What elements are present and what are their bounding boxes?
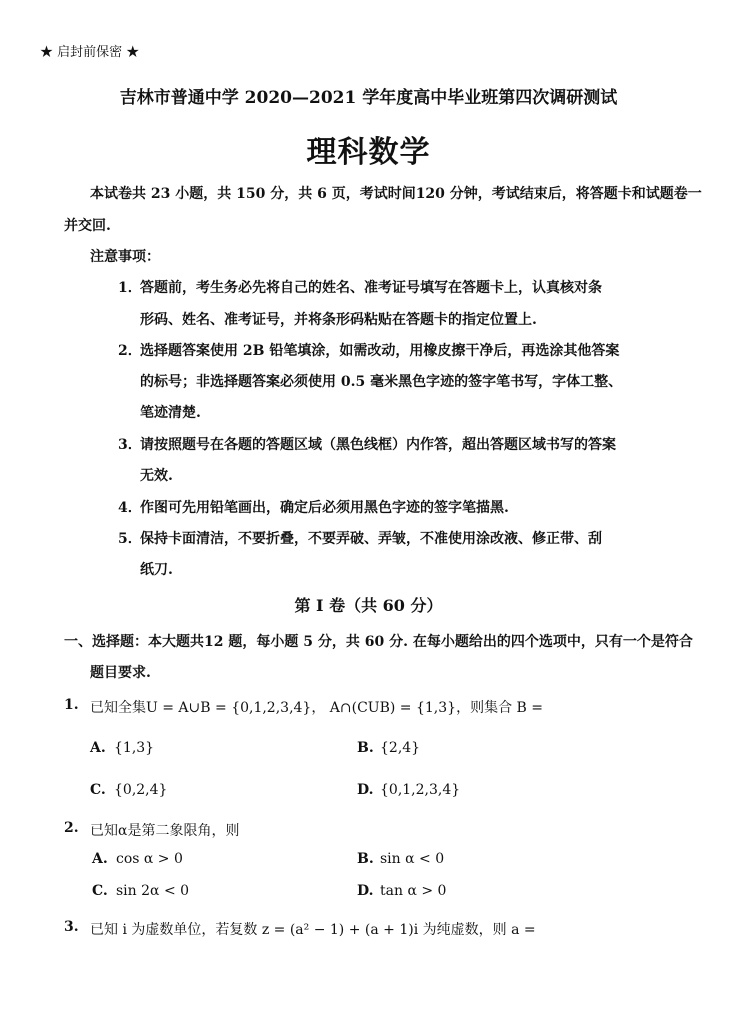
note-1-number: 1． — [118, 280, 142, 296]
intro-line-1: 本试卷共 23 小题，共 150 分，共 6 页，考试时间120 分钟，考试结束后，将答题卡和试题卷一 — [90, 186, 702, 202]
note-1-line-2: 形码、姓名、准考证号，并将条形码粘贴在答题卡的指定位置上. — [140, 312, 537, 328]
q2-option-b-text: sin α < 0 — [380, 851, 445, 867]
note-4-line-1: 作图可先用铅笔画出，确定后必须用黑色字迹的签字笔描黑. — [140, 500, 509, 516]
note-5-line-1: 保持卡面清洁，不要折叠，不要弄破、弄皱，不准使用涂改液、修正带、刮 — [140, 531, 602, 547]
q2-option-d-text: tan α > 0 — [380, 883, 447, 899]
note-5-number: 5． — [118, 531, 142, 547]
q1-option-d-text: {0,1,2,3,4} — [380, 782, 461, 798]
q1-option-b-label: B. — [357, 740, 374, 756]
question-2-stem: 已知α是第二象限角，则 — [90, 823, 240, 839]
q2-option-d-label: D. — [357, 883, 374, 899]
note-2-number: 2． — [118, 343, 142, 359]
note-3-line-2: 无效. — [140, 468, 173, 484]
q1-option-c-label: C. — [90, 782, 106, 798]
q1-option-d-label: D. — [357, 782, 374, 798]
note-2-line-1: 选择题答案使用 2B 铅笔填涂，如需改动，用橡皮擦干净后，再选涂其他答案 — [140, 343, 620, 359]
q2-option-b-label: B. — [357, 851, 374, 867]
question-2-number: 2. — [64, 820, 79, 836]
section-title: 第 I 卷（共 60 分） — [294, 596, 443, 615]
note-3-number: 3． — [118, 437, 142, 453]
note-4-number: 4． — [118, 500, 142, 516]
q1-option-b-text: {2,4} — [380, 740, 421, 756]
question-1-number: 1. — [64, 697, 79, 713]
notes-heading: 注意事项： — [90, 249, 160, 265]
q2-option-a-label: A. — [92, 851, 108, 867]
q1-option-c-text: {0,2,4} — [114, 782, 168, 798]
exam-title: 吉林市普通中学 2020—2021 学年度高中毕业班第四次调研测试 — [119, 88, 618, 108]
note-2-line-2: 的标号；非选择题答案必须使用 0.5 毫米黑色字迹的签字笔书写，字体工整、 — [140, 374, 623, 390]
question-1-stem: 已知全集U = A∪B = {0,1,2,3,4}， A∩(CUB) = {1,3}，则集合 B = — [90, 700, 543, 716]
q2-option-c-text: sin 2α < 0 — [116, 883, 190, 899]
q2-option-c-label: C. — [92, 883, 108, 899]
note-5-line-2: 纸刀. — [140, 562, 173, 578]
note-1-line-1: 答题前，考生务必先将自己的姓名、准考证号填写在答题卡上，认真核对条 — [140, 280, 602, 296]
question-3-stem: 已知 i 为虚数单位，若复数 z = (a² − 1) + (a + 1)i 为纯虚数，则 a = — [90, 922, 536, 938]
q1-option-a-text: {1,3} — [114, 740, 155, 756]
q1-option-a-label: A. — [90, 740, 106, 756]
section-instructions-line-1: 一、选择题：本大题共12 题，每小题 5 分，共 60 分. 在每小题给出的四个选项中，只有一个是符合 — [64, 634, 693, 650]
note-2-line-3: 笔迹清楚. — [140, 405, 201, 421]
confidential-mark: ★ 启封前保密 ★ — [40, 45, 140, 60]
section-instructions-line-2: 题目要求. — [90, 665, 151, 681]
question-3-number: 3. — [64, 919, 79, 935]
q2-option-a-text: cos α > 0 — [116, 851, 183, 867]
intro-line-2: 并交回. — [64, 218, 111, 234]
subject-title: 理科数学 — [306, 135, 431, 170]
note-3-line-1: 请按照题号在各题的答题区域（黑色线框）内作答，超出答题区域书写的答案 — [140, 437, 616, 453]
